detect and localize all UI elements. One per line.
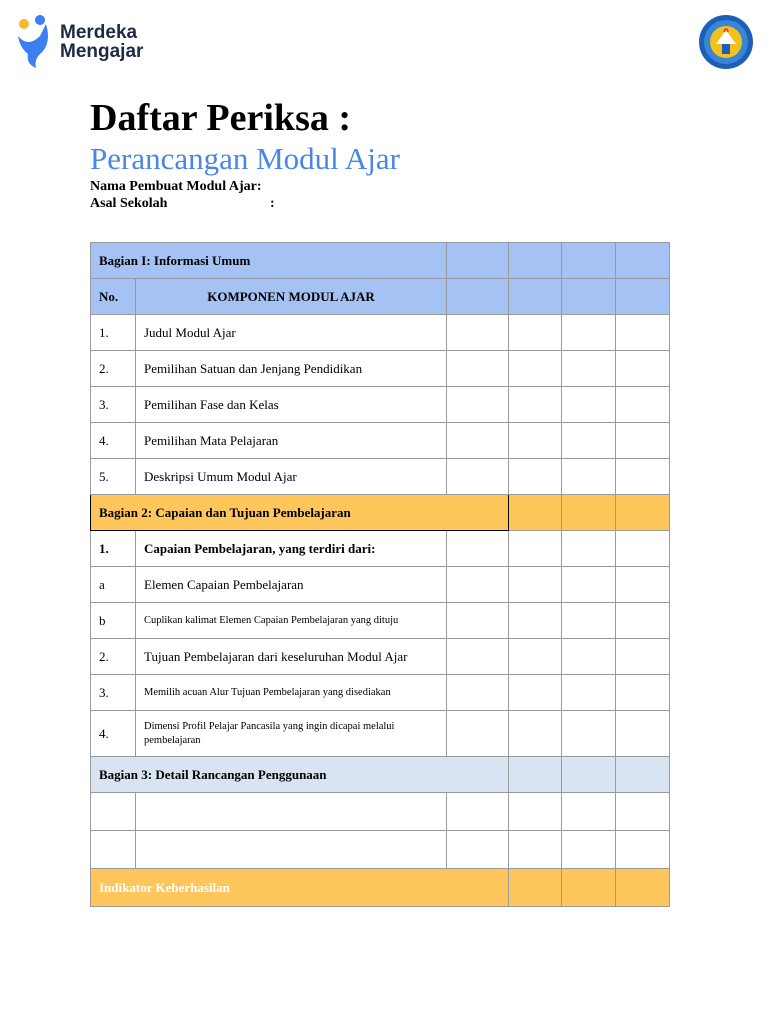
section-2-title: Bagian 2: Capaian dan Tujuan Pembelajaran	[91, 495, 509, 531]
row-text: Deskripsi Umum Modul Ajar	[136, 459, 447, 495]
row-text: Tujuan Pembelajaran dari keseluruhan Modul Ajar	[136, 639, 447, 675]
row-number: 2.	[91, 351, 136, 387]
row-text: Elemen Capaian Pembelajaran	[136, 567, 447, 603]
section-2-header	[91, 495, 670, 531]
check-cell[interactable]	[562, 603, 616, 639]
check-cell[interactable]	[562, 423, 616, 459]
table-row	[91, 351, 670, 387]
check-cell[interactable]	[509, 459, 562, 495]
footer-row	[91, 869, 670, 907]
check-cell[interactable]	[616, 639, 670, 675]
row-number: 4.	[91, 711, 136, 757]
table-row	[91, 387, 670, 423]
row-text: Memilih acuan Alur Tujuan Pembelajaran yang disediakan	[136, 675, 447, 711]
row-text: Judul Modul Ajar	[136, 315, 447, 351]
section-3-header	[91, 757, 670, 793]
check-cell[interactable]	[509, 675, 562, 711]
check-cell[interactable]	[509, 387, 562, 423]
check-cell[interactable]	[509, 351, 562, 387]
school-label: Asal Sekolah	[90, 196, 168, 211]
check-cell[interactable]	[616, 711, 670, 757]
row-number: 4.	[91, 423, 136, 459]
row-text: Pemilihan Fase dan Kelas	[136, 387, 447, 423]
check-cell[interactable]	[616, 351, 670, 387]
table-row	[91, 459, 670, 495]
check-cell[interactable]	[447, 315, 509, 351]
check-cell[interactable]	[509, 315, 562, 351]
page-title: Daftar Periksa :	[90, 97, 352, 139]
check-cell[interactable]	[447, 711, 509, 757]
empty-row	[91, 831, 670, 869]
row-text: Pemilihan Satuan dan Jenjang Pendidikan	[136, 351, 447, 387]
merdeka-mengajar-logo	[14, 14, 143, 70]
school-field	[90, 195, 275, 212]
check-cell[interactable]	[509, 639, 562, 675]
check-cell[interactable]	[509, 711, 562, 757]
check-cell[interactable]	[447, 387, 509, 423]
check-cell[interactable]	[447, 531, 509, 567]
row-number: 2.	[91, 639, 136, 675]
check-cell[interactable]	[447, 603, 509, 639]
check-cell[interactable]	[509, 603, 562, 639]
check-cell[interactable]	[509, 423, 562, 459]
column-header-no: No.	[91, 279, 136, 315]
author-label: Nama Pembuat Modul Ajar:	[90, 179, 262, 194]
page-subtitle: Perancangan Modul Ajar	[90, 141, 400, 176]
section-1-header	[91, 243, 670, 279]
table-row	[91, 423, 670, 459]
empty-row	[91, 793, 670, 831]
check-cell[interactable]	[509, 531, 562, 567]
check-cell[interactable]	[562, 387, 616, 423]
check-cell[interactable]	[616, 675, 670, 711]
check-cell[interactable]	[562, 315, 616, 351]
tut-wuri-handayani-emblem	[698, 14, 754, 75]
check-cell[interactable]	[616, 315, 670, 351]
row-number: 1.	[91, 315, 136, 351]
table-row	[91, 531, 670, 567]
row-number: a	[91, 567, 136, 603]
check-cell[interactable]	[562, 459, 616, 495]
check-cell[interactable]	[447, 567, 509, 603]
row-number: b	[91, 603, 136, 639]
table-row	[91, 567, 670, 603]
check-cell[interactable]	[562, 675, 616, 711]
brand-line2: Mengajar	[60, 41, 144, 62]
check-cell[interactable]	[616, 387, 670, 423]
check-cell[interactable]	[509, 567, 562, 603]
table-row	[91, 711, 670, 757]
section-1-title: Bagian I: Informasi Umum	[91, 243, 447, 279]
check-cell[interactable]	[562, 531, 616, 567]
check-cell[interactable]	[616, 531, 670, 567]
check-cell[interactable]	[616, 567, 670, 603]
table-row	[91, 315, 670, 351]
section-3-title: Bagian 3: Detail Rancangan Penggunaan	[91, 757, 509, 793]
table-row	[91, 603, 670, 639]
check-cell[interactable]	[447, 639, 509, 675]
row-text: Pemilihan Mata Pelajaran	[136, 423, 447, 459]
row-number: 3.	[91, 387, 136, 423]
check-cell[interactable]	[562, 351, 616, 387]
check-cell[interactable]	[616, 459, 670, 495]
success-indicator-label: Indikator Keberhasilan	[91, 869, 509, 907]
check-cell[interactable]	[447, 675, 509, 711]
brand-line1: Merdeka	[60, 22, 138, 43]
check-cell[interactable]	[447, 423, 509, 459]
emblem-icon	[698, 14, 754, 70]
column-header-component: KOMPONEN MODUL AJAR	[136, 279, 447, 315]
check-cell[interactable]	[447, 351, 509, 387]
checklist-table	[90, 242, 670, 907]
row-text: Dimensi Profil Pelajar Pancasila yang ingin dicapai melalui pembelajaran	[136, 711, 447, 757]
row-text: Cuplikan kalimat Elemen Capaian Pembelajaran yang dituju	[136, 603, 447, 639]
check-cell[interactable]	[562, 639, 616, 675]
row-text: Capaian Pembelajaran, yang terdiri dari:	[136, 531, 447, 567]
table-row	[91, 675, 670, 711]
school-value: :	[270, 196, 275, 211]
table-row	[91, 639, 670, 675]
check-cell[interactable]	[562, 711, 616, 757]
check-cell[interactable]	[616, 423, 670, 459]
check-cell[interactable]	[616, 603, 670, 639]
row-number: 3.	[91, 675, 136, 711]
column-header-row	[91, 279, 670, 315]
row-number: 5.	[91, 459, 136, 495]
check-cell[interactable]	[447, 459, 509, 495]
merdeka-mengajar-mark-icon	[14, 14, 54, 70]
form-fields	[90, 178, 275, 212]
row-number: 1.	[91, 531, 136, 567]
author-field	[90, 178, 275, 195]
check-cell[interactable]	[562, 567, 616, 603]
